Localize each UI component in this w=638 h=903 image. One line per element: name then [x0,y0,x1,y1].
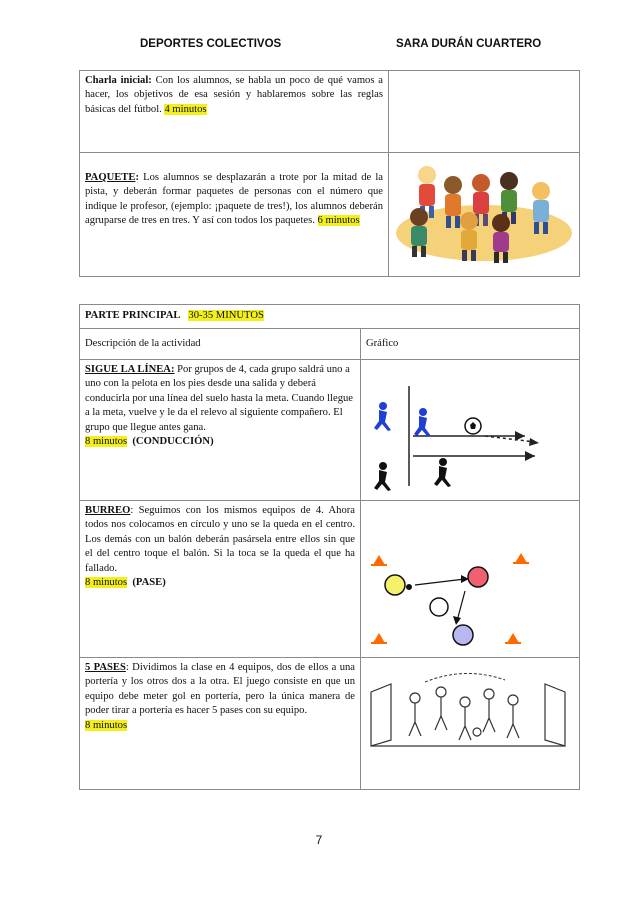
black-runner-icon [434,458,451,487]
main-title-cell [80,305,580,329]
activity-text: Por grupos de 4, cada grupo saldrá uno a uno con la pelota en los pies desde una salida y deberá conducirla por una línea del suelo hasta la meta. Cuando llegue a la meta, vuelve y le da el relevo al siguiente compañero. El grupo que llegue antes gana. [85,364,353,433]
activity-title: BURREO [85,505,131,516]
paquete-text: Los alumnos se desplazarán a trote por la mitad de la pista, y deberán formar paquetes de personas con el número que indique le profesor, (ejemplo: ¡paquete de tres!), los alumnos deberán agruparse de tres en tres. Y así con todos los paquetes. [85,172,383,227]
intro-time: 4 minutos [164,103,207,115]
goal-icon [371,684,391,746]
activity-graphic-5-pases [361,658,580,790]
blue-runner-icon [374,402,391,431]
paquete-colon: : [135,172,144,183]
intro-text: Con los alumnos, se habla un poco de qué vamos a hacer, los objetivos de esa sesión y hablaremos sobre las reglas básicas del fútbol. [85,75,383,115]
col-header-description: Descripción de la actividad [80,329,361,360]
page-number: 7 [315,833,323,847]
main-title: PARTE PRINCIPAL [85,310,181,321]
player-face-icon [385,575,405,595]
five-passes-sketch [365,662,575,772]
activity-title: 5 PASES [85,662,126,673]
cone-icon [371,555,387,566]
intro-graphic-cell [389,71,580,153]
main-part-table [79,304,580,790]
activity-graphic-burreo [361,501,580,658]
arrow-icon [525,451,535,461]
cone-icon [505,633,521,644]
activity-cell-burreo [80,501,361,658]
main-time: 30-35 MINUTOS [188,310,264,321]
soccer-ball-icon [465,418,481,434]
activity-time: 8 minutos [85,719,128,731]
intro-title: Charla inicial: [85,75,152,86]
players-sketch [409,687,519,740]
player-face-icon [468,567,488,587]
activity-title: SIGUE LA LÍNEA: [85,364,175,375]
header-author: SARA DURÁN CUARTERO [396,38,542,50]
blue-runner-icon [414,408,431,437]
activity-text: : Seguimos con los mismos equipos de 4. Ahora todos nos colocamos en círculo y uno se la queda en el centro. Los demás con un balón deberán pasársela entre ellos sin que el del centro toque el balón. Si la toca se la queda el que ha fallado. [85,505,355,574]
intro-cell [80,71,389,153]
col-header-graphic: Gráfico [361,329,580,360]
activity-cell-sigue-linea [80,360,361,501]
circle-passing-diagram [365,505,575,653]
player-face-icon [453,625,473,645]
activity-text: : Dividimos la clase en 4 equipos, dos de ellos a una portería y los otros dos a la otra. El juego consiste en que un equipo debe meter gol en portería, pero la única manera de poder tirar a portería es hacer 5 pases con su equipo. [85,662,355,717]
warmup-table [79,70,580,277]
paquete-cell [80,153,389,277]
paquete-time: 6 minutos [317,215,360,227]
paquete-graphic-cell [389,153,580,277]
paquete-title: PAQUETE [85,172,136,183]
activity-graphic-sigue-linea [361,360,580,501]
center-player-face-icon [430,598,448,616]
ball-icon [406,584,412,590]
cone-icon [371,633,387,644]
dribbling-line-diagram [365,364,575,496]
activity-time: 8 minutos [85,436,128,448]
children-group-illustration [391,155,577,271]
activity-tag: (PASE) [132,577,166,589]
header-subject: DEPORTES COLECTIVOS [140,38,282,50]
activity-tag: (CONDUCCIÓN) [132,436,214,448]
goal-icon [545,684,565,746]
activity-cell-5-pases [80,658,361,790]
cone-icon [513,553,529,564]
black-runner-icon [374,462,391,491]
activity-time: 8 minutos [85,577,128,589]
